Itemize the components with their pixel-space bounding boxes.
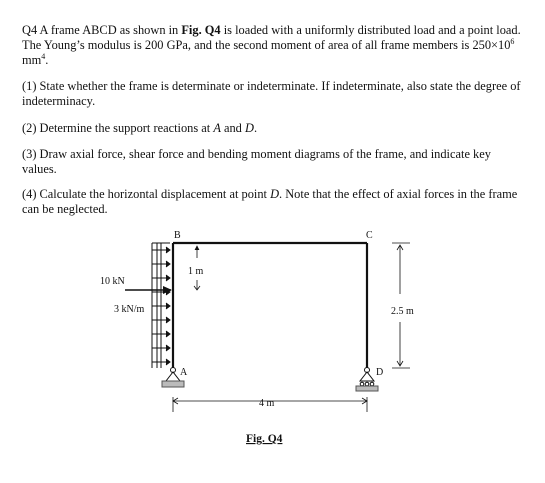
dim-height-label: 2.5 m xyxy=(391,306,414,317)
node-label-b: B xyxy=(174,230,181,241)
roller-support-d xyxy=(356,368,378,392)
node-label-a: A xyxy=(180,367,188,378)
point-load-arrow xyxy=(125,286,172,294)
figure-caption: Fig. Q4 xyxy=(246,433,283,445)
q4-text-end: . Note that the effect of axial forces in the frame can be neglected. xyxy=(22,187,518,216)
frame-diagram xyxy=(0,225,545,483)
udl-load xyxy=(152,243,170,368)
question-intro xyxy=(22,23,522,68)
q4-point-d: D xyxy=(270,187,280,201)
udl-label: 3 kN/m xyxy=(114,304,145,315)
q4-text: (4) Calculate the horizontal displacement at point xyxy=(22,187,271,201)
q2-text: (2) Determine the support reactions at xyxy=(22,121,214,135)
intro-text-body: is loaded with a uniformly distributed load and a point load. The Young’s modulus is 200 GPa, and the second moment of area of all frame members is 250×10 xyxy=(22,23,521,52)
intro-end: . xyxy=(45,53,49,67)
node-label-c: C xyxy=(366,230,373,241)
node-label-d: D xyxy=(376,367,384,378)
question-part-2 xyxy=(22,121,522,136)
dim-load-offset-label: 1 m xyxy=(188,266,204,277)
frame-members xyxy=(173,243,367,368)
exponent-4: 4 xyxy=(41,51,46,61)
exponent-6: 6 xyxy=(510,36,515,46)
q2-point-d: D xyxy=(244,121,254,135)
q2-and: and xyxy=(220,121,245,135)
point-load-label: 10 kN xyxy=(100,276,125,287)
question-part-1: (1) State whether the frame is determinate or indeterminate. If indeterminate, also state the degree of indeterminacy. xyxy=(22,79,521,108)
dim-span-label: 4 m xyxy=(259,398,275,409)
figure-reference: Fig. Q4 xyxy=(181,23,221,37)
q2-end: . xyxy=(253,121,258,135)
intro-unit: mm xyxy=(22,53,42,67)
question-part-3: (3) Draw axial force, shear force and bending moment diagrams of the frame, and indicate key values. xyxy=(22,147,491,176)
q2-point-a: A xyxy=(213,121,221,135)
question-part-4 xyxy=(22,187,522,217)
intro-text-start: Q4 A frame ABCD as shown in xyxy=(22,23,182,37)
